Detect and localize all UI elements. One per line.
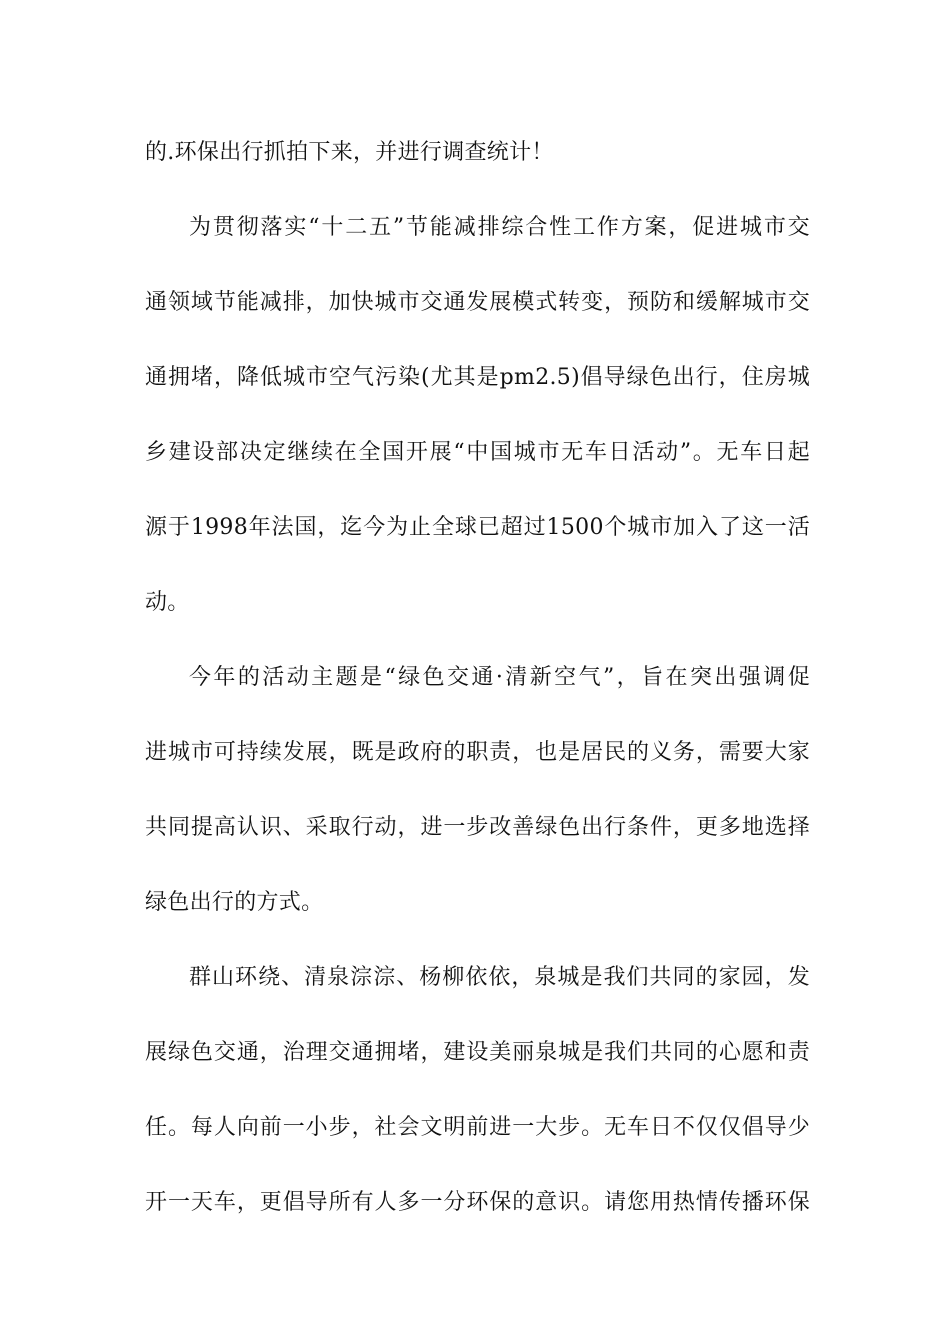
paragraph-line: 动。 [145, 590, 190, 615]
paragraph-line: 为贯彻落实“十二五”节能减排综合性工作方案，促进城市交 [189, 215, 810, 240]
paragraph-line: 通拥堵，降低城市空气污染(尤其是pm2.5)倡导绿色出行，住房城 [145, 365, 810, 390]
paragraph-line: 今年的活动主题是“绿色交通·清新空气”，旨在突出强调促 [189, 665, 810, 690]
paragraph-line: 共同提高认识、采取行动，进一步改善绿色出行条件，更多地选择 [145, 815, 810, 840]
paragraph-line: 群山环绕、清泉淙淙、杨柳依依，泉城是我们共同的家园，发 [189, 965, 810, 990]
paragraph-line: 进城市可持续发展，既是政府的职责，也是居民的义务，需要大家 [145, 740, 810, 765]
paragraph-line: 绿色出行的方式。 [145, 890, 324, 915]
paragraph-line: 展绿色交通，治理交通拥堵，建设美丽泉城是我们共同的心愿和责 [145, 1040, 810, 1065]
paragraph-line: 源于1998年法国，迄今为止全球已超过1500个城市加入了这一活 [145, 515, 810, 540]
paragraph-line: 开一天车，更倡导所有人多一分环保的意识。请您用热情传播环保 [145, 1190, 810, 1215]
paragraph-line: 任。每人向前一小步，社会文明前进一大步。无车日不仅仅倡导少 [145, 1115, 810, 1140]
paragraph-line: 的.环保出行抓拍下来，并进行调查统计！ [145, 140, 554, 165]
paragraph-line: 通领域节能减排，加快城市交通发展模式转变，预防和缓解城市交 [145, 290, 810, 315]
paragraph-line: 乡建设部决定继续在全国开展“中国城市无车日活动”。无车日起 [145, 440, 810, 465]
